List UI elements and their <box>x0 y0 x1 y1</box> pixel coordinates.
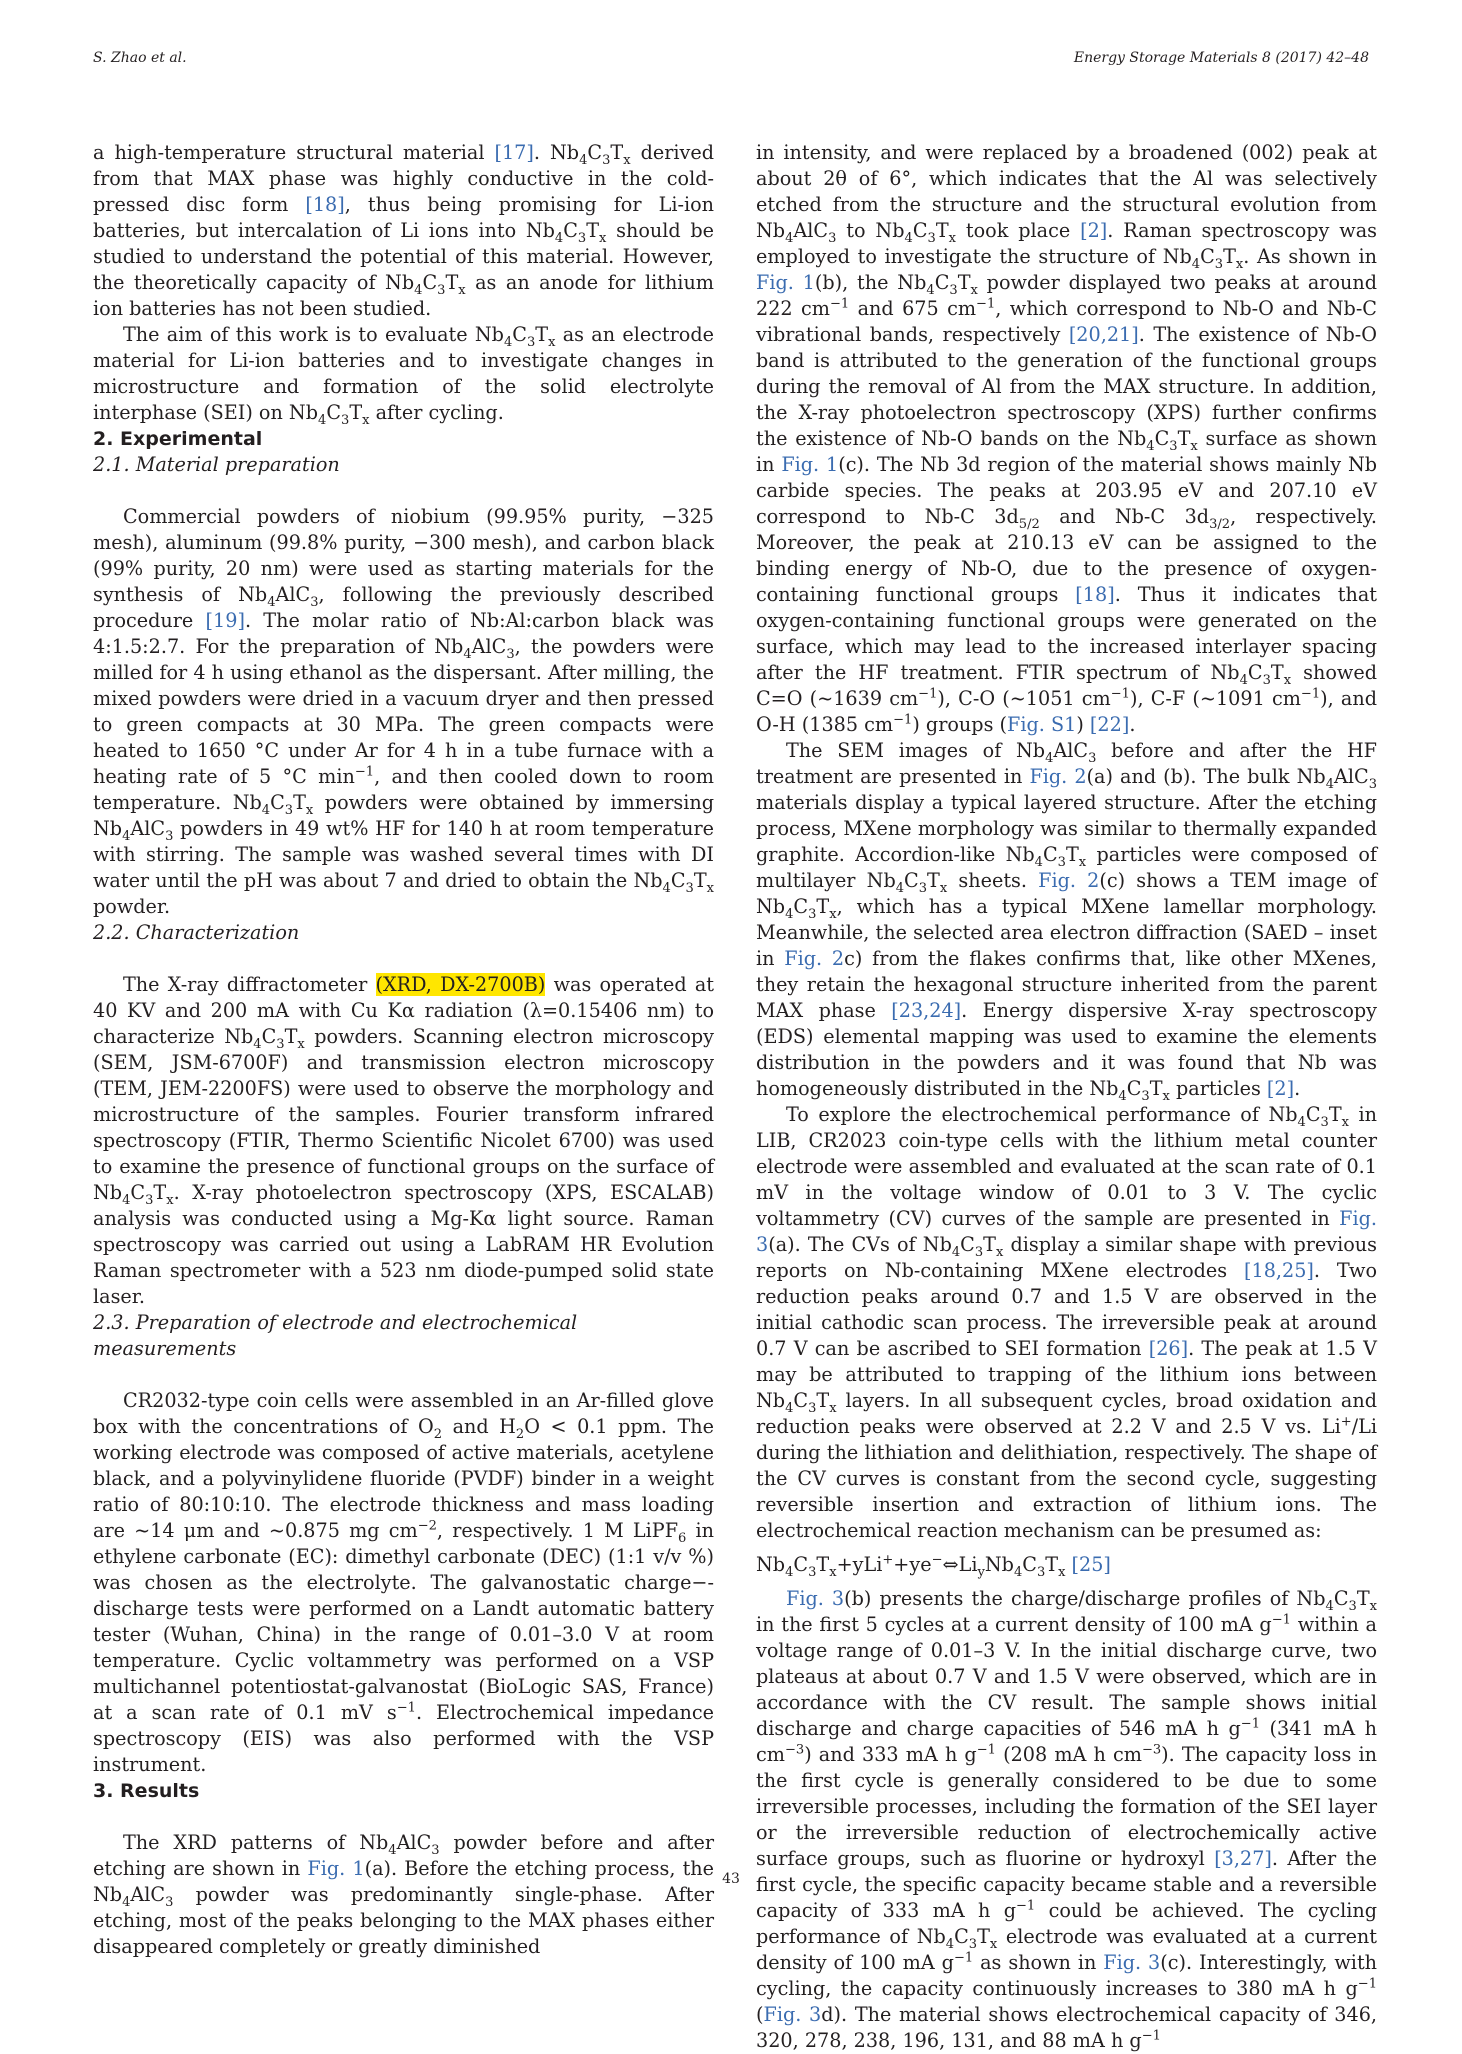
figure-link[interactable]: Fig. 2 <box>1029 765 1087 788</box>
paragraph: The X-ray diffractometer (XRD, DX-2700B) was operated at 40 KV and 200 mA with Cu Kα radiation (λ=0.15406 nm) to characterize $Nb_4C_3T_x$ powders. Scanning electron microscopy (SEM, JSM-6700F) and transmission electron microscopy (TEM, JEM-2200FS) were used to observe the morphology and microstructure of the samples. Fourier transform infrared spectroscopy (FTIR, Thermo Scientific Nicolet 6700) was used to examine the presence of functional groups on the surface of $Nb_4C_3T_x$. X-ray photoelectron spectroscopy (XPS, ESCALAB) analysis was conducted using a Mg-Kα light source. Raman spectroscopy was carried out using a LabRAM HR Evolution Raman spectrometer with a 523 nm diode-pumped solid state laser. <box>93 973 715 1308</box>
figure-link[interactable]: Fig. 3 <box>1103 1951 1161 1974</box>
citation-link[interactable]: [18] <box>305 193 345 216</box>
figure-link[interactable]: Fig. 1 <box>781 453 839 476</box>
paragraph: To explore the electrochemical performance of $Nb_4C_3T_x$ in LIB, CR2023 coin-type cells with the lithium metal counter electrode were assembled and evaluated at the scan rate of 0.1 mV in the voltage window of 0.01 to 3 V. The cyclic voltammetry (CV) curves of the sample are presented in Fig. 3(a). The CVs of $Nb_4C_3T_x$ display a similar shape with previous reports on Nb-containing MXene electrodes [18,25]. Two reduction peaks around 0.7 and 1.5 V are observed in the initial cathodic scan process. The irreversible peak at around 0.7 V can be ascribed to SEI formation [26]. The peak at 1.5 V may be attributed to trapping of the lithium ions between $Nb_4C_3T_x$ layers. In all subsequent cycles, broad oxidation and reduction peaks were observed at 2.2 V and 2.5 V vs. Li+/Li during the lithiation and delithiation, respectively. The shape of the CV curves is constant from the second cycle, suggesting reversible insertion and extraction of lithium ions. The electrochemical reaction mechanism can be presumed as: <box>756 1103 1378 1542</box>
figure-link[interactable]: S1 <box>1050 713 1077 736</box>
citation-link[interactable]: [3,27] <box>1214 1847 1272 1870</box>
citation-link[interactable]: [2] <box>1080 219 1108 242</box>
citation-link[interactable]: [20,21] <box>1068 323 1139 346</box>
paragraph: The SEM images of $Nb_4AlC_3$ before and after the HF treatment are presented in Fig. 2(a) and (b). The bulk $Nb_4AlC_3$ materials display a typical layered structure. After the etching process, MXene morphology was similar to thermally expanded graphite. Accordion-like $Nb_4C_3T_x$ particles were composed of multilayer $Nb_4C_3T_x$ sheets. Fig. 2(c) shows a TEM image of $Nb_4C_3T_x$, which has a typical MXene lamellar morphology. Meanwhile, the selected area electron diffraction (SAED – inset in Fig. 2c) from the flakes confirms that, like other MXenes, they retain the hexagonal structure inherited from the parent MAX phase [23,24]. Energy dispersive X-ray spectroscopy (EDS) elemental mapping was used to examine the elements distribution in the powders and it was found that Nb was homogeneously distributed in the $Nb_4C_3T_x$ particles [2]. <box>756 739 1377 1104</box>
paragraph: CR2032-type coin cells were assembled in an Ar-filled glove box with the concentrations of $O_2$ and $H_2O < 0.1$ ppm. The working electrode was composed of active materials, acetylene black, and a polyvinylidene fluoride (PVDF) binder in a weight ratio of 80:10:10. The electrode thickness and mass loading are ~14 μm and ~0.875 mg $cm^{-2}$, respectively. 1 M LiPF$_6$ in ethylene carbonate (EC): dimethyl carbonate (DEC) (1:1 v/v %) was chosen as the electrolyte. The galvanostatic charge−-discharge tests were performed on a Landt automatic battery tester (Wuhan, China) in the range of 0.01–3.0 V at room temperature. Cyclic voltammetry was performed on a VSP multichannel potentiostat-galvanostat (BioLogic SAS, France) at a scan rate of 0.1 mV $s^{-1}$. Electrochemical impedance spectroscopy (EIS) was also performed with the VSP instrument. <box>93 1389 714 1776</box>
figure-link[interactable]: Fig. 1 <box>307 1857 365 1880</box>
equation: $Nb_4C_3T_x+yLi^++ye^-\Leftrightarrow Li_yNb_4C_3T_x$ [25] <box>756 1552 1111 1580</box>
citation-link[interactable]: [17] <box>494 141 534 164</box>
paragraph: in intensity, and were replaced by a broadened (002) peak at about 2θ of 6°, which indicates that the Al was selectively etched from the structure and the structural evolution from $Nb_4AlC_3$ to $Nb_4C_3T_x$ took place [2]. Raman spectroscopy was employed to investigate the structure of $Nb_4C_3T_x$. As shown in Fig. 1(b), the $Nb_4C_3T_x$ powder displayed two peaks at around 222 $cm^{-1}$ and 675 $cm^{-1}$, which correspond to Nb-O and Nb-C vibrational bands, respectively [20,21]. The existence of Nb-O band is attributed to the generation of the functional groups during the removal of Al from the MAX structure. In addition, the X-ray photoelectron spectroscopy (XPS) further confirms the existence of Nb-O bands on the $Nb_4C_3T_x$ surface as shown in Fig. 1(c). The Nb 3d region of the material shows mainly Nb carbide species. The peaks at 203.95 eV and 207.10 eV correspond to Nb-C $3d_{5/2}$ and Nb-C $3d_{3/2}$, respectively. Moreover, the peak at 210.13 eV can be assigned to the binding energy of Nb-O, due to the presence of oxygen-containing functional groups [18]. Thus it indicates that oxygen-containing functional groups were generated on the surface, which may lead to the increased interlayer spacing after the HF treatment. FTIR spectrum of $Nb_4C_3T_x$ showed C=O (~1639 $cm^{-1}$), C-O (~1051 $cm^{-1}$), C-F (~1091 $cm^{-1}$), and O-H (1385 $cm^{-1}$) groups (Fig. S1) [22]. <box>756 141 1378 736</box>
right-column <box>756 140 1377 2054</box>
paragraph: The aim of this work is to evaluate $Nb_4C_3T_x$ as an electrode material for Li-ion batteries and to investigate changes in microstructure and formation of the solid electrolyte interphase (SEI) on $Nb_4C_3T_x$ after cycling. <box>93 323 715 428</box>
figure-link[interactable]: Fig. 3 <box>786 1587 845 1610</box>
subsection-heading: 2.2. Characterization <box>93 921 300 944</box>
citation-link[interactable]: [18] <box>1075 583 1115 606</box>
subsection-heading: 2.3. Preparation of electrode and electrochemical measurements <box>93 1311 578 1360</box>
figure-link[interactable]: Fig. 2 <box>1038 869 1100 892</box>
section-heading: 2. Experimental <box>93 428 263 450</box>
citation-link[interactable]: [26] <box>1148 1337 1189 1360</box>
figure-link[interactable]: Fig. 1 <box>756 271 815 294</box>
paragraph: a high-temperature structural material [17]. $Nb_4C_3T_x$ derived from that MAX phase was highly conductive in the cold-pressed disc form [18], thus being promising for Li-ion batteries, but intercalation of Li ions into $Nb_4C_3T_x$ should be studied to understand the potential of this material. However, the theoretically capacity of $Nb_4C_3T_x$ as an anode for lithium ion batteries has not been studied. <box>93 141 715 320</box>
citation-link[interactable]: [23,24] <box>891 999 962 1022</box>
left-column <box>93 140 714 1960</box>
running-head-authors: S. Zhao et al. <box>93 50 187 66</box>
highlighted-text: (XRD, DX-2700B) <box>375 973 546 996</box>
figure-link[interactable]: Fig. 3 <box>763 2003 822 2026</box>
section-heading: 3. Results <box>93 1780 200 1802</box>
paragraph: The XRD patterns of $Nb_4AlC_3$ powder before and after etching are shown in Fig. 1(a). Before the etching process, the $Nb_4AlC_3$ powder was predominantly single-phase. After etching, most of the peaks belonging to the MAX phases either disappeared completely or greatly diminished <box>93 1831 714 1958</box>
citation-link[interactable]: [2] <box>1266 1077 1295 1100</box>
paragraph: Fig. 3(b) presents the charge/discharge profiles of $Nb_4C_3T_x$ in the first 5 cycles at a current density of 100 mA $g^{-1}$ within a voltage range of 0.01–3 V. In the initial discharge curve, two plateaus at about 0.7 V and 1.5 V were observed, which are in accordance with the CV result. The sample shows initial discharge and charge capacities of 546 mA h $g^{-1}$ (341 mA h $cm^{-3}$) and 333 mA h $g^{-1}$ (208 mA h $cm^{-3}$). The capacity loss in the first cycle is generally considered to be due to some irreversible processes, including the formation of the SEI layer or the irreversible reduction of electrochemically active surface groups, such as fluorine or hydroxyl [3,27]. After the first cycle, the specific capacity became stable and a reversible capacity of 333 mA h $g^{-1}$ could be achieved. The cycling performance of $Nb_4C_3T_x$ electrode was evaluated at a current density of 100 mA $g^{-1}$ as shown in Fig. 3(c). Interestingly, with cycling, the capacity continuously increases to 380 mA h $g^{-1}$ (Fig. 3d). The material shows electrochemical capacity of 346, 320, 278, 238, 196, 131, and 88 mA h $g^{-1}$ <box>756 1587 1378 2052</box>
page-number: 43 <box>722 1871 740 1887</box>
citation-link[interactable]: [22] <box>1089 713 1130 736</box>
figure-link[interactable]: Fig. 2 <box>784 947 845 970</box>
citation-link[interactable]: [25] <box>1071 1553 1111 1576</box>
running-head-journal: Energy Storage Materials 8 (2017) 42–48 <box>1073 50 1369 66</box>
paragraph: Commercial powders of niobium (99.95% purity, −325 mesh), aluminum (99.8% purity, −300 mesh), and carbon black (99% purity, 20 nm) were used as starting materials for the synthesis of $Nb_4AlC_3$, following the previously described procedure [19]. The molar ratio of Nb:Al:carbon black was 4:1.5:2.7. For the preparation of $Nb_4AlC_3$, the powders were milled for 4 h using ethanol as the dispersant. After milling, the mixed powders were dried in a vacuum dryer and then pressed to green compacts at 30 MPa. The green compacts were heated to 1650 °C under Ar for 4 h in a tube furnace with a heating rate of 5 °C $\min^{-1}$, and then cooled down to room temperature. $Nb_4C_3T_x$ powders were obtained by immersing $Nb_4AlC_3$ powders in 49 wt% HF for 140 h at room temperature with stirring. The sample was washed several times with DI water until the pH was about 7 and dried to obtain the $Nb_4C_3T_x$ powder. <box>93 505 715 918</box>
figure-link[interactable]: Fig. 3 <box>756 1207 1377 1256</box>
citation-link[interactable]: [19] <box>205 609 245 632</box>
subsection-heading: 2.1. Material preparation <box>93 453 340 476</box>
figure-link[interactable]: Fig. <box>1007 713 1045 736</box>
citation-link[interactable]: [18,25] <box>1244 1259 1314 1282</box>
